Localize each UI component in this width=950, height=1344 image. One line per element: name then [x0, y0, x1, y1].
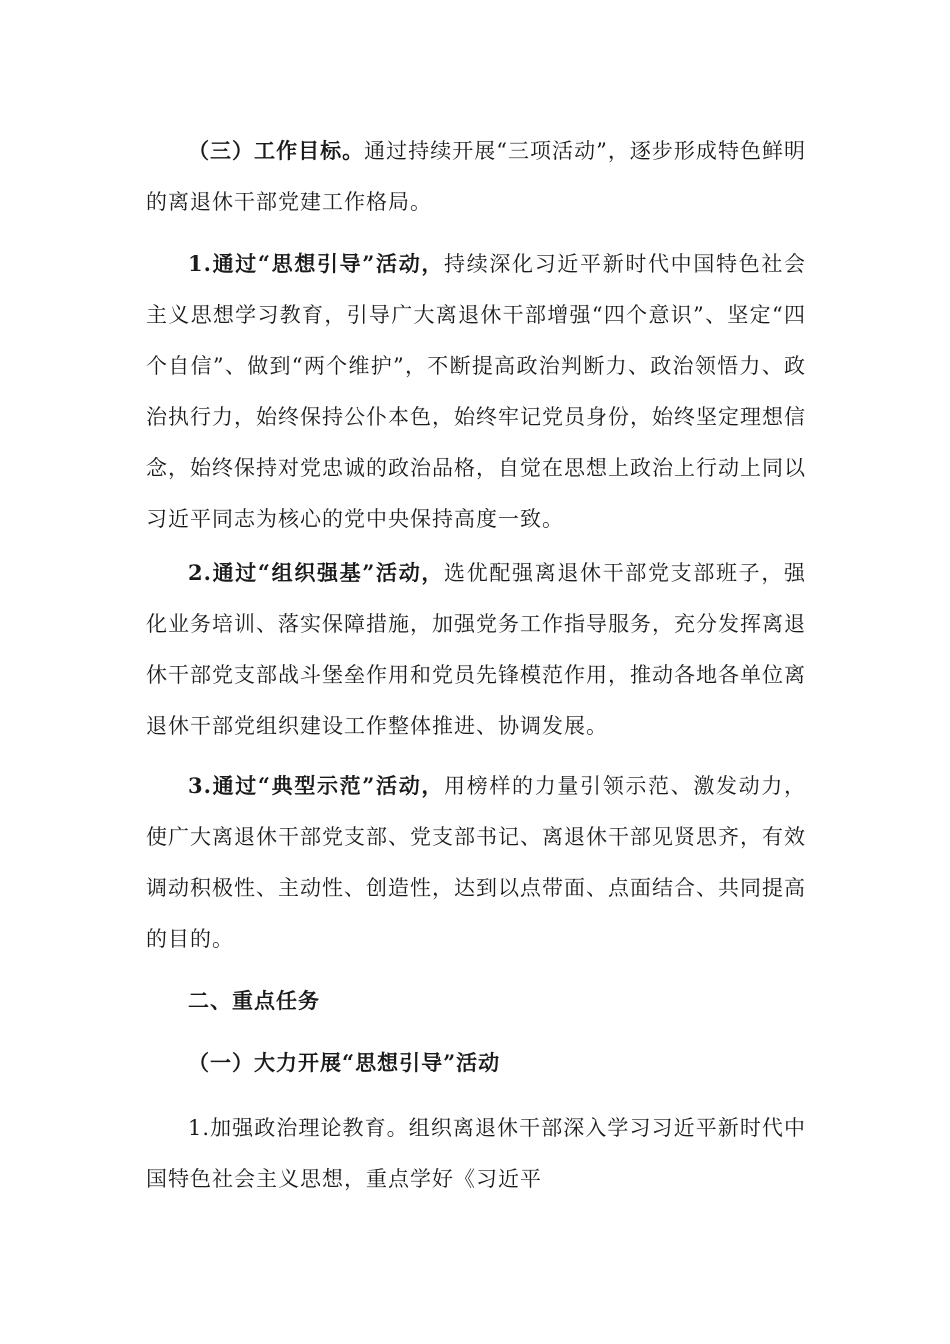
paragraph-item-1	[146, 238, 806, 545]
item-3-lead: 3.通过“典型示范”活动，	[188, 773, 445, 798]
item-2-lead: 2.通过“组织强基”活动，	[188, 560, 445, 585]
work-goal-text: 通过持续开展“三项活动”，逐步形成特色鲜明的离退休干部党建工作格局。	[146, 139, 806, 214]
item-2-text: 选优配强离退休干部党支部班子，强化业务培训、落实保障措施，加强党务工作指导服务，充分发挥离退休干部党支部战斗堡垒作用和党员先锋模范作用，推动各地各单位离退休干部党组织建设工作整体推进、协调发展。	[146, 561, 806, 738]
item-1-lead: 1.通过“思想引导”活动，	[188, 251, 445, 276]
subsection-1-heading: （一）大力开展“思想引导”活动	[188, 1050, 501, 1075]
paragraph-item-3	[146, 760, 806, 965]
task-1-text: 1.加强政治理论教育。组织离退休干部深入学习习近平新时代中国特色社会主义思想，重点学好《习近平	[146, 1116, 806, 1191]
work-goal-lead: （三）工作目标。	[188, 138, 365, 163]
section-2-heading: 二、重点任务	[188, 988, 320, 1013]
item-3-text: 用榜样的力量引领示范、激发动力，使广大离退休干部党支部、党支部书记、离退休干部见贤思齐，有效调动积极性、主动性、创造性，达到以点带面、点面结合、共同提高的目的。	[146, 774, 806, 951]
paragraph-task-1	[146, 1103, 806, 1205]
paragraph-item-2	[146, 547, 806, 752]
paragraph-work-goal	[146, 125, 806, 228]
item-1-text: 持续深化习近平新时代中国特色社会主义思想学习教育，引导广大离退休干部增强“四个意识”、坚定“四个自信”、做到“两个维护”，不断提高政治判断力、政治领悟力、政治执行力，始终保持公仆本色，始终牢记党员身份，始终坚定理想信念，始终保持对党忠诚的政治品格，自觉在思想上政治上行动上同以习近平同志为核心的党中央保持高度一致。	[146, 252, 806, 531]
